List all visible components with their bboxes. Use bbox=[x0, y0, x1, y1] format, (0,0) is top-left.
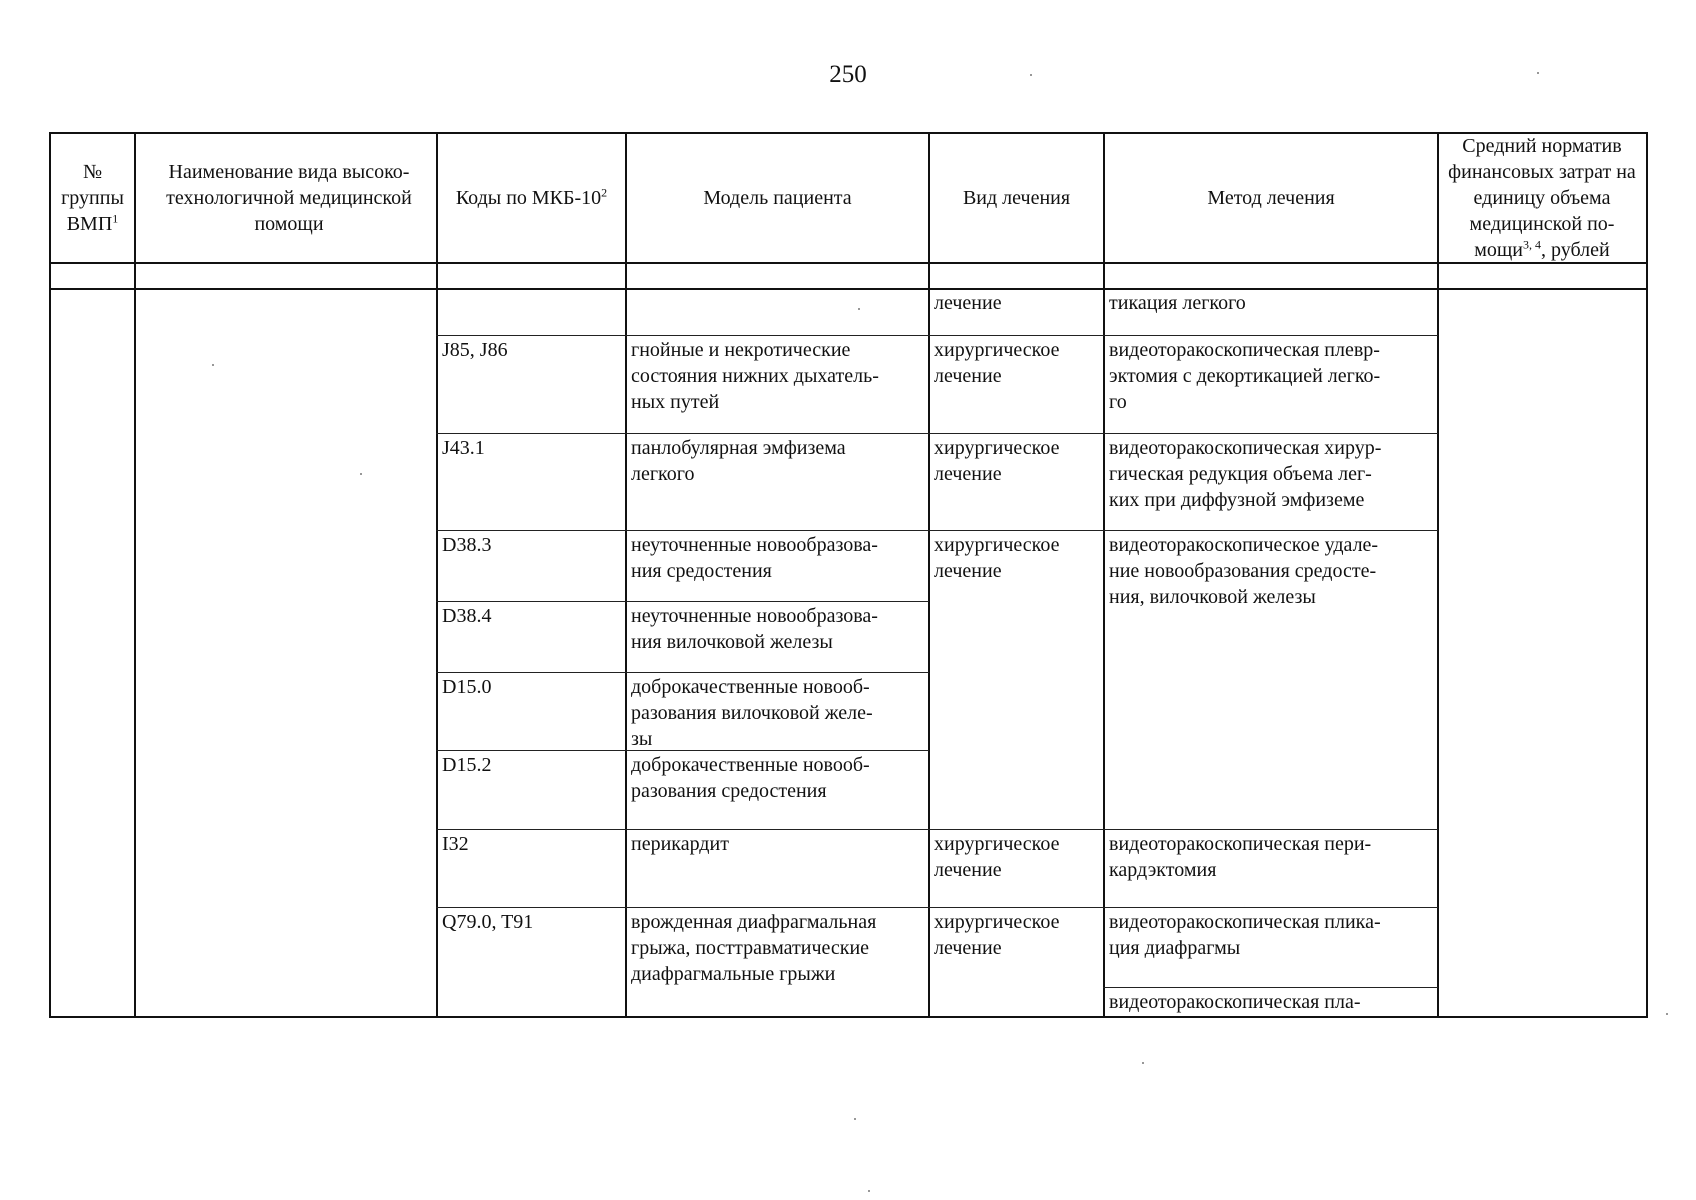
cell-icd-code: J43.1 bbox=[442, 437, 485, 459]
scan-speck bbox=[1666, 1013, 1668, 1015]
scan-speck bbox=[868, 1190, 870, 1192]
cell-patient-model: панлобулярная эмфизема легкого bbox=[631, 437, 846, 485]
cell-icd-code: D15.0 bbox=[442, 676, 492, 698]
cell-icd-code: J85, J86 bbox=[442, 339, 508, 361]
header-icd-codes: Коды по МКБ-$10^2$ bbox=[455, 185, 608, 209]
scan-speck bbox=[858, 308, 860, 310]
page-number: 250 bbox=[829, 61, 867, 88]
scan-speck bbox=[1537, 72, 1539, 74]
row-separator bbox=[436, 335, 1438, 336]
row-separator bbox=[436, 601, 929, 602]
column-border bbox=[1103, 132, 1105, 1018]
column-border bbox=[928, 132, 930, 1018]
column-border bbox=[49, 132, 51, 1018]
cell-treatment-type: хирургическое лечение bbox=[934, 833, 1060, 881]
scan-speck bbox=[360, 473, 362, 475]
cell-treatment-method: видеоторакоскопическая хирур- гическая редукция объема лег- ких при диффузной эмфиземе bbox=[1109, 437, 1382, 511]
header-patient-model: Модель пациента bbox=[703, 187, 852, 209]
cell-treatment-type: хирургическое лечение bbox=[934, 911, 1060, 959]
header-treatment-method: Метод лечения bbox=[1207, 187, 1335, 209]
cell-icd-code: D38.4 bbox=[442, 605, 492, 627]
cell-patient-model: врожденная диафрагмальная грыжа, посттравматические диафрагмальные грыжи bbox=[631, 911, 877, 985]
cell-patient-model: неуточненные новообразова- ния вилочковой железы bbox=[631, 605, 878, 653]
cell-treatment-type: лечение bbox=[934, 292, 1002, 314]
cell-treatment-method: видеоторакоскопическое удале- ние новообразования средосте- ния, вилочковой железы bbox=[1109, 534, 1379, 608]
row-separator bbox=[1103, 987, 1438, 988]
scan-speck bbox=[212, 364, 214, 366]
table-bottom-border bbox=[49, 1016, 1648, 1018]
row-separator bbox=[436, 433, 1438, 434]
cell-treatment-type: хирургическое лечение bbox=[934, 437, 1060, 485]
row-separator bbox=[436, 672, 929, 673]
cell-patient-model: неуточненные новообразова- ния средостения bbox=[631, 534, 878, 582]
cell-treatment-method: видеоторакоскопическая плика- ция диафрагмы bbox=[1109, 911, 1381, 959]
scan-speck bbox=[1030, 74, 1032, 76]
cell-icd-code: D15.2 bbox=[442, 754, 492, 776]
scan-speck bbox=[1142, 1062, 1144, 1064]
cell-patient-model: перикардит bbox=[631, 833, 729, 855]
cell-icd-code: I32 bbox=[442, 833, 469, 855]
column-border bbox=[1646, 132, 1648, 1018]
row-separator bbox=[436, 907, 1438, 908]
cell-patient-model: доброкачественные новооб- разования вилочковой желе- зы bbox=[631, 676, 873, 750]
scan-speck bbox=[854, 1118, 856, 1120]
cell-treatment-method: видеоторакоскопическая пери- кардэктомия bbox=[1109, 833, 1372, 881]
header-treatment-type: Вид лечения bbox=[962, 187, 1071, 209]
column-border bbox=[436, 132, 438, 1018]
header-care-name: Наименование вида высоко-технологичной медицинской помощи bbox=[166, 161, 412, 235]
cell-treatment-method: тикация легкого bbox=[1109, 292, 1246, 314]
column-border bbox=[1437, 132, 1439, 1018]
cell-treatment-type: хирургическое лечение bbox=[934, 339, 1060, 387]
column-border bbox=[134, 132, 136, 1018]
cell-patient-model: гнойные и некротические состояния нижних дыхатель- ных путей bbox=[631, 339, 879, 413]
row-separator bbox=[436, 530, 1438, 531]
header-group-number: № группы ВМП$^1$ bbox=[61, 161, 124, 235]
cell-patient-model: доброкачественные новооб- разования средостения bbox=[631, 754, 870, 802]
cell-treatment-method: видеоторакоскопическая пла- bbox=[1109, 991, 1361, 1013]
header-average-cost: Средний норматив финансовых затрат на единицу объема медицинской по-мощи$^{3, 4}$, рублей bbox=[1448, 135, 1636, 261]
column-number-row-border bbox=[49, 288, 1648, 290]
cell-icd-code: D38.3 bbox=[442, 534, 492, 556]
header-bottom-border bbox=[49, 262, 1648, 264]
row-separator bbox=[436, 829, 1438, 830]
cell-icd-code: Q79.0, T91 bbox=[442, 911, 534, 933]
column-border bbox=[625, 132, 627, 1018]
cell-treatment-method: видеоторакоскопическая плевр- эктомия с декортикацией легко- го bbox=[1109, 339, 1381, 413]
cell-treatment-type: хирургическое лечение bbox=[934, 534, 1060, 582]
